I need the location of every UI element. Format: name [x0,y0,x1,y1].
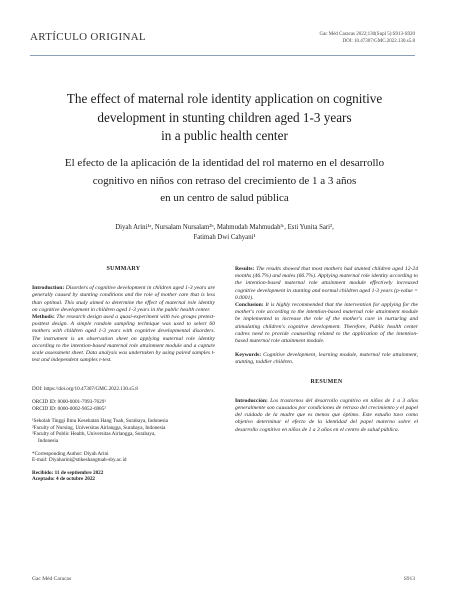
orcid-2[interactable]: ORCID ID: 0000-0002-9052-6985² [32,405,106,412]
title-es-line: El efecto de la aplicación de la identidad del rol materno en el desarrollo [64,157,385,169]
title-english [24,90,425,146]
title-en-line: in a public health center [161,128,288,143]
footer-page-number: S913 [403,576,415,582]
conclusion-label: Conclusion: [235,302,264,309]
title-en-line: The effect of maternal role identity application on cognitive [66,91,383,106]
journal-citation [319,32,415,45]
received-date: Recibido: 11 de septiembre 2022 [32,469,104,476]
doi-link[interactable]: DOI: https://doi.org/10.47307/GMC.2022.130.s5.8 [32,386,138,393]
footer-journal: Gac Méd Caracas [32,576,72,582]
summary-methods [32,314,215,364]
summary-conclusion [235,302,418,345]
resumen-introduction [235,398,418,434]
journal-volume-line: Gac Méd Caracas 2022;130(Supl 5):S913-S920 [319,32,415,37]
results-text: The results showed that most mothers had stunted children aged 12-24 months (46.7%) and males (66.7%). Applying maternal role identity according to the intention-based maternal role attainment module effectively increased cognitive development in stunting and normal children aged 1-3 years (p-value = 0.0001). [235,266,418,301]
affiliation-3: ³Faculty of Public Health, Universitas Airlangga, Surabaya, [32,431,156,438]
accepted-date: Aceptado: 4 de octubre 2022 [32,476,96,483]
summary-heading: SUMMARY [106,266,141,272]
resumen-intro-text: Los trastornos del desarrollo cognitivo en niños de 1 a 3 años generalmente son causados por condiciones de retraso del crecimiento y el papel del cuidado de la madre que es menos que óptimo. Este estudio tuvo como objetivo determinar el efecto de la identidad del papel materno sobre el desarrollo cognitivo en niños de 1 a 3 años en el centro de salud pública. [235,397,418,433]
affiliation-1: ¹Sekolah Tinggi Ilmu Kesehatan Hang Tuah, Surabaya, Indonesia [32,418,168,425]
corresponding-author: *Corresponding Author: Diyah Arini [32,450,109,457]
conclusion-text: It is highly recommended that the intervention for applying for the mother's role according to the intention-based maternal role attainment module be implemented to increase the role of the mother's care in nurturing and stimulating children's cognitive development. Therefore, Public health center cadres need to provide counseling related to the application of the intention-based maternal role attainment module. [235,302,418,345]
affiliation-3-cont: Indonesia [38,438,59,444]
title-es-line: cognitivo en niños con retraso del crecimiento de 1 a 3 años [92,174,357,187]
title-spanish [24,155,425,208]
resumen-intro-label: Introducción: [235,397,268,404]
intro-text: Disorders of cognitive development in children aged 1-3 years are generally caused by stunting conditions and the role of mother care that is less than optimal. This study aimed to determine the effect of maternal role identity on cognitive development in children aged 1-3 years in the public health center. [32,285,215,313]
left-column [32,266,215,483]
section-label: ARTÍCULO ORIGINAL [30,31,146,43]
methods-text-part: The research design used a quasi-experiment with two groups pretest-posttest design. A simple random sampling technique was used to select 60 mothers with children aged 1-3 years with cognitive developmental disorders. The instrument is an observation sheet on applying maternal role identity according to the intention-based maternal role attainment module and a capture scale assessment sheet. Data analysis was undertaken by using paired samples t-test and independent samples t-test. [32,314,215,364]
title-es-line: en un centro de salud pública [160,192,289,204]
author-line: Fatimah Dwi Cahyani¹ [193,234,256,241]
orcid-1[interactable]: ORCID ID: 0000-0001-7993-7629¹ [32,399,106,406]
keywords-label: Keywords: [235,352,262,359]
methods-label: Methods: [32,314,55,321]
summary-results [235,266,418,302]
title-en-line: development in stunting children aged 1-3 years [97,109,352,125]
author-list [30,223,419,243]
summary-keywords [235,352,418,366]
corresponding-email[interactable]: E-mail: Diyaharini@stikeshangtuah-sby.ac.id [32,457,127,464]
journal-doi-line: DOI: 10.47307/GMC.2022.130.s5.8 [342,38,415,44]
right-column [235,266,418,434]
keywords-text: Cognitive development, learning module, maternal role attainment, stunting, toddler children. [235,352,418,366]
author-line: Diyah Arini¹ᵃ, Nursalam Nursalam²ᵇ, Mahmudah Mahmudah³ᶜ, Esti Yunita Sari², [115,224,334,231]
affiliation-2: ²Faculty of Nursing, Universitas Airlangga, Surabaya, Indonesia [32,424,166,431]
resumen-heading: RESUMEN [310,378,343,385]
summary-introduction [32,285,215,314]
header-rule [30,55,415,56]
intro-label: Introduction: [32,285,65,292]
results-label: Results: [235,266,255,272]
